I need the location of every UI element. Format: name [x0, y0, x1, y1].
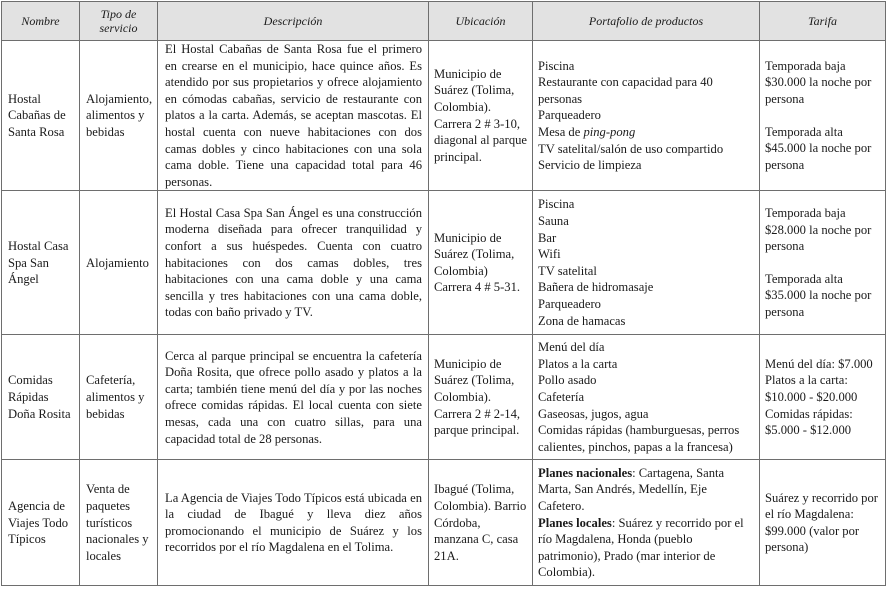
header-nombre: Nombre — [2, 2, 80, 41]
header-tarifa: Tarifa — [760, 2, 886, 41]
cell-tipo: Alojamiento, alimentos y bebidas — [80, 41, 158, 191]
cell-descripcion: El Hostal Cabañas de Santa Rosa fue el primero en crearse en el municipio, hace quince años. Es atendido por sus propietarios y ofrece alojamiento en cómodas cabañas, servicio de restaurante con platos a la carta. Además, se aceptan mascotas. El hostal cuenta con nueve habitaciones con dos camas dobles y cinco habitaciones con una sola cama doble. Tiene una capacidad total para 46 personas. — [158, 41, 429, 191]
cell-tipo: Alojamiento — [80, 191, 158, 335]
cell-nombre: Hostal Cabañas de Santa Rosa — [2, 41, 80, 191]
product-item: Comidas rápidas (hamburguesas, perros calientes, pinchos, papas a la francesa) — [538, 423, 740, 454]
cell-portafolio — [533, 191, 760, 335]
table-row — [2, 460, 886, 586]
cell-ubicacion: Municipio de Suárez (Tolima, Colombia). Carrera 2 # 2-14, parque principal. — [429, 335, 533, 460]
header-ubicacion: Ubicación — [429, 2, 533, 41]
cell-portafolio — [533, 335, 760, 460]
planes-locales: Planes locales: Suárez y recorrido por el río Magdalena, Honda (pueblo patrimonio), Prado (mar interior de Colombia). — [538, 515, 744, 580]
product-item: Bañera de hidromasaje — [538, 280, 654, 295]
cell-portafolio — [533, 41, 760, 191]
tarifa-baja: Temporada baja $30.000 la noche por persona — [765, 58, 872, 107]
cell-nombre: Comidas Rápidas Doña Rosita — [2, 335, 80, 460]
cell-tarifa — [760, 335, 886, 460]
product-item: TV satelital/salón de uso compartido — [538, 141, 724, 156]
cell-descripcion: El Hostal Casa Spa San Ángel es una construcción moderna diseñada para ofrecer tranquilidad y confort a sus huéspedes. Cuenta con cuatro habitaciones con dos camas dobles, tres habitaciones con una cama doble y una cama sencilla y tres habitaciones con una cama doble, todas con baño privado y TV. — [158, 191, 429, 335]
cell-nombre: Agencia de Viajes Todo Típicos — [2, 460, 80, 586]
cell-tipo: Venta de paquetes turísticos nacionales y locales — [80, 460, 158, 586]
tarifa-item: Menú del día: $7.000 — [765, 356, 873, 371]
product-item: Gaseosas, jugos, agua — [538, 406, 649, 421]
cell-ubicacion: Municipio de Suárez (Tolima, Colombia). Carrera 2 # 3-10, diagonal al parque principal. — [429, 41, 533, 191]
product-item: Zona de hamacas — [538, 313, 626, 328]
cell-tarifa: Suárez y recorrido por el río Magdalena: $99.000 (valor por persona) — [760, 460, 886, 586]
product-item: Cafetería — [538, 390, 585, 405]
tarifa-item: Platos a la carta: $10.000 - $20.000 — [765, 373, 858, 405]
product-item: Wifi — [538, 247, 561, 262]
product-item: Parqueadero — [538, 108, 601, 123]
table-row — [2, 191, 886, 335]
header-row — [2, 2, 886, 41]
cell-tarifa — [760, 191, 886, 335]
tarifa-item: Comidas rápidas: $5.000 - $12.000 — [765, 406, 853, 438]
table-row — [2, 41, 886, 191]
product-item: Sauna — [538, 214, 569, 229]
cell-descripcion: Cerca al parque principal se encuentra la cafetería Doña Rosita, que ofrece pollo asado y platos a la carta; también tiene menú del día y por las noches ofrece comidas rápidas. El local cuenta con siete mesas, cada una con cuatro sillas, para una capacidad total de 28 personas. — [158, 335, 429, 460]
product-item: TV satelital — [538, 263, 597, 278]
product-item: Menú del día — [538, 340, 605, 355]
tarifa-baja: Temporada baja $28.000 la noche por persona — [765, 206, 872, 254]
product-item: Servicio de limpieza — [538, 158, 642, 173]
table-row — [2, 335, 886, 460]
tarifa-alta: Temporada alta $35.000 la noche por persona — [765, 271, 872, 320]
cell-nombre: Hostal Casa Spa San Ángel — [2, 191, 80, 335]
header-portafolio: Portafolio de productos — [533, 2, 760, 41]
cell-portafolio — [533, 460, 760, 586]
cell-tipo: Cafetería, alimentos y bebidas — [80, 335, 158, 460]
tarifa-alta: Temporada alta $45.000 la noche por persona — [765, 124, 872, 172]
services-table — [1, 1, 886, 586]
header-descripcion: Descripción — [158, 2, 429, 41]
product-item: Piscina — [538, 58, 575, 73]
product-item: Bar — [538, 230, 557, 245]
product-item: Piscina — [538, 197, 575, 212]
product-item: Mesa de ping-pong — [538, 124, 636, 139]
cell-ubicacion: Ibagué (Tolima, Colombia). Barrio Córdoba, manzana C, casa 21A. — [429, 460, 533, 586]
product-item: Parqueadero — [538, 297, 601, 312]
planes-nacionales: Planes nacionales: Cartagena, Santa Marta, San Andrés, Medellín, Eje Cafetero. — [538, 465, 725, 513]
cell-ubicacion: Municipio de Suárez (Tolima, Colombia) Carrera 4 # 5-31. — [429, 191, 533, 335]
product-item: Platos a la carta — [538, 356, 618, 371]
product-item: Restaurante con capacidad para 40 personas — [538, 75, 713, 106]
cell-descripcion: La Agencia de Viajes Todo Típicos está ubicada en la ciudad de Ibagué y lleva diez años promocionando el municipio de Suárez y los recorridos por el río Magdalena en el Tolima. — [158, 460, 429, 586]
cell-tarifa — [760, 41, 886, 191]
header-tipo: Tipo de servicio — [80, 2, 158, 41]
product-item: Pollo asado — [538, 373, 597, 388]
